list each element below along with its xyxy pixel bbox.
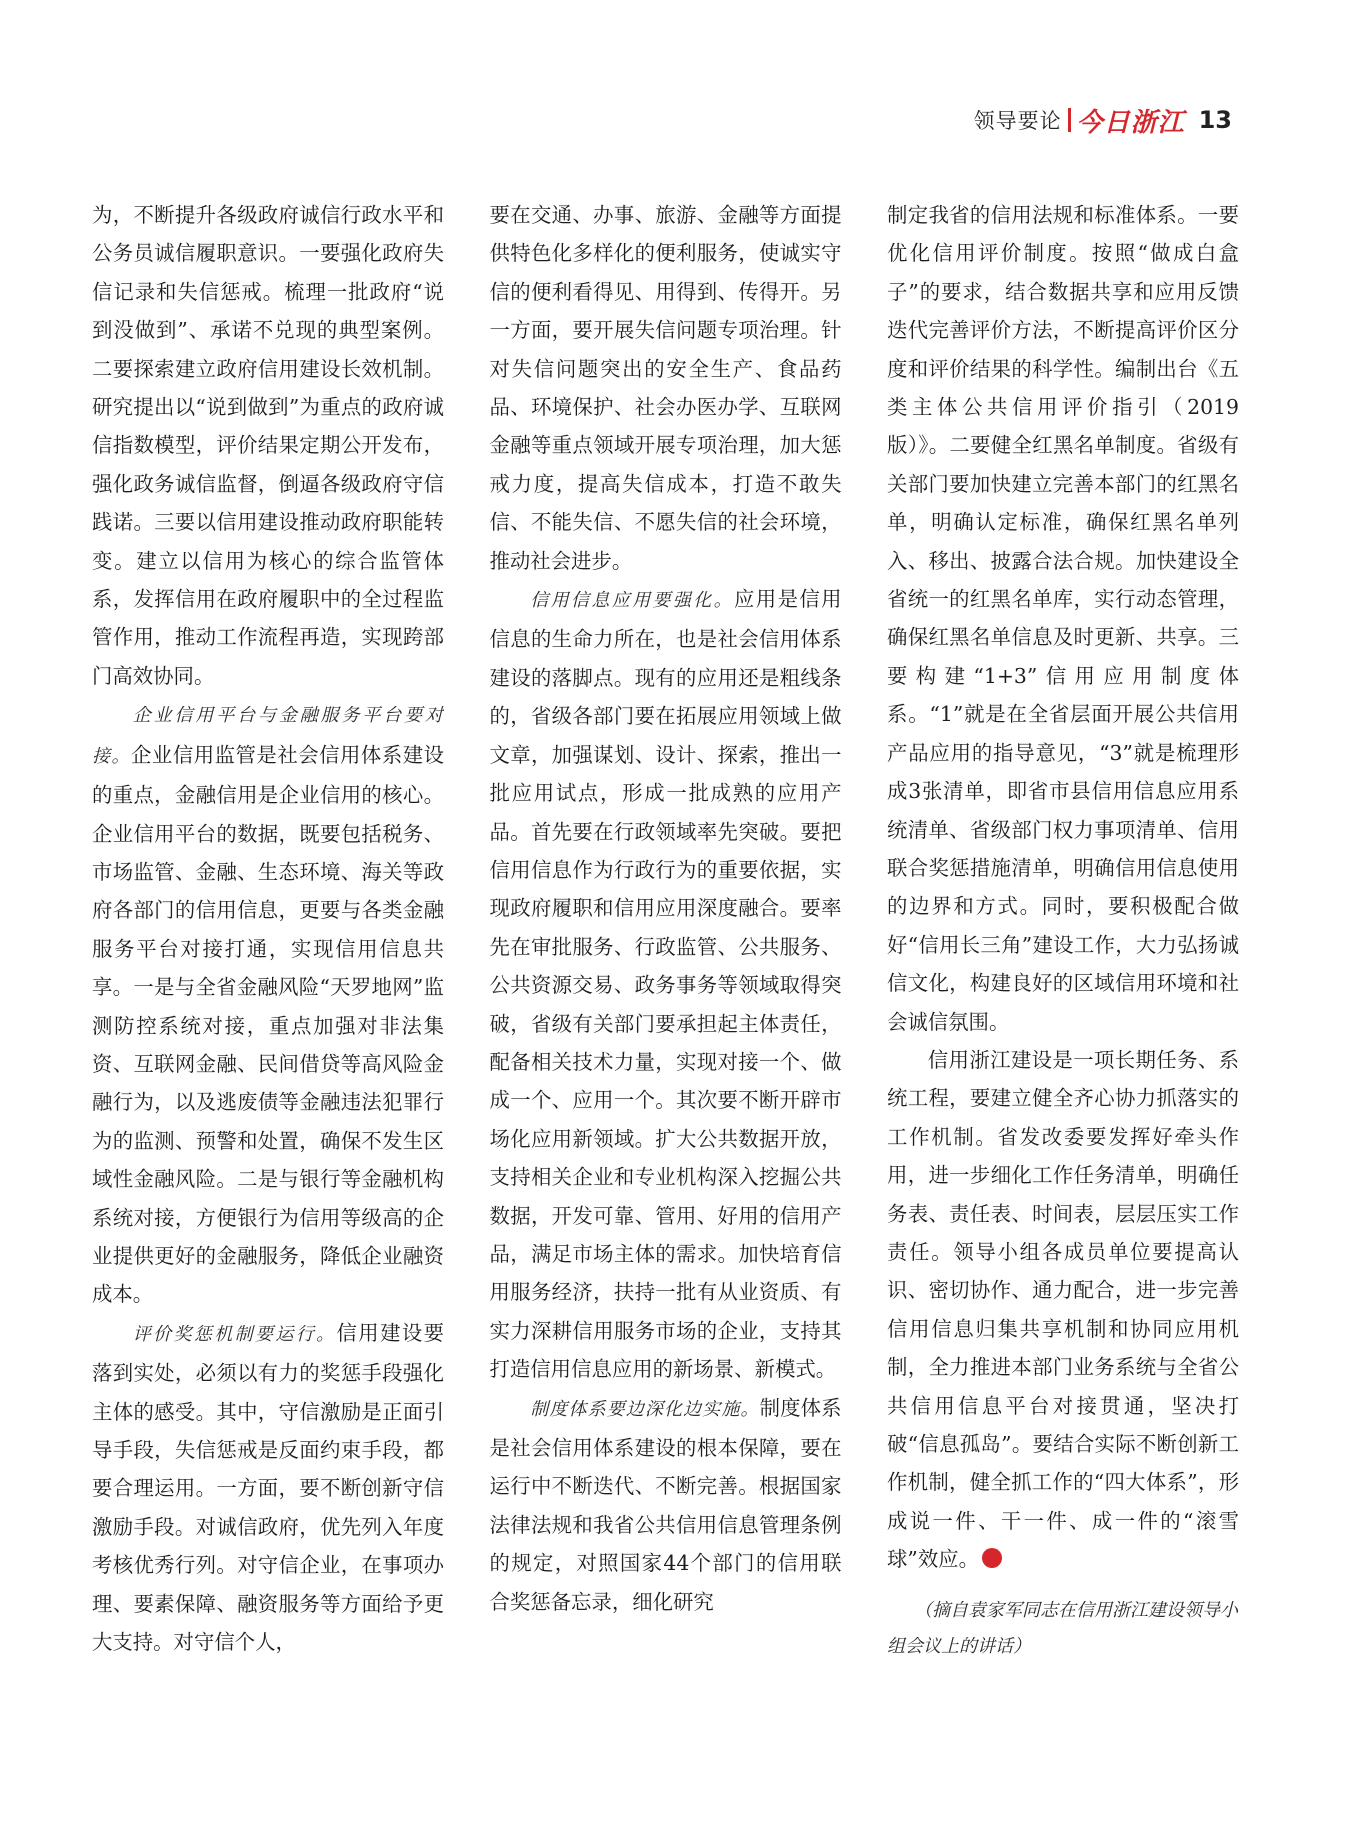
end-mark-icon	[982, 1548, 1002, 1568]
column-1	[92, 196, 444, 1656]
paragraph	[490, 1389, 842, 1621]
page-number: 13	[1198, 106, 1232, 134]
page-header	[974, 100, 1232, 140]
magazine-logo: 今日浙江	[1076, 107, 1185, 138]
column-3	[887, 196, 1239, 1656]
paragraph-text: 制度体系是社会信用体系建设的根本保障，要在运行中不断迭代、不断完善。根据国家法律法规和我省公共信用信息管理条例的规定，对照国家44个部门的信用联合奖惩备忘录，细化研究	[489, 1395, 842, 1614]
paragraph-text: 信用建设要落到实处，必须以有力的奖惩手段强化主体的感受。其中，守信激励是正面引导手段，失信惩戒是反面约束手段，都要合理运用。一方面，要不断创新守信激励手段。对诚信政府，优先列入年度考核优秀行列。对守信企业，在事项办理、要素保障、融资服务等方面给予更大支持。对守信个人，	[92, 1320, 444, 1655]
paragraph: 要在交通、办事、旅游、金融等方面提供特色化多样化的便利服务，使诚实守信的便利看得见、用得到、传得开。另一方面，要开展失信问题专项治理。针对失信问题突出的安全生产、食品药品、环境保护、社会办医办学、互联网金融等重点领域开展专项治理，加大惩戒力度，提高失信成本，打造不敢失信、不能失信、不愿失信的社会环境，推动社会进步。	[489, 203, 842, 573]
paragraph: 制定我省的信用法规和标准体系。一要优化信用评价制度。按照“做成白盒子”的要求，结合数据共享和应用反馈迭代完善评价方法，不断提高评价区分度和评价结果的科学性。编制出台《五类主体公共信用评价指引（2019版）》。二要健全红黑名单制度。省级有关部门要加快建立完善本部门的红黑名单，明确认定标准，确保红黑名单列入、移出、披露合法合规。加快建设全省统一的红黑名单库，实行动态管理，确保红黑名单信息及时更新、共享。三要构建“1+3”信用应用制度体系。“1”就是在全省层面开展公共信用产品应用的指导意见，“3”就是梳理形成3张清单，即省市县信用信息应用系统清单、省级部门权力事项清单、信用联合奖惩措施清单，明确信用信息使用的边界和方式。同时，要积极配合做好“信用长三角”建设工作，大力弘扬诚信文化，构建良好的区域信用环境和社会诚信氛围。	[887, 203, 1239, 1034]
subheading: 信用信息应用要强化。	[530, 590, 735, 612]
paragraph	[887, 1041, 1239, 1579]
header-divider	[1068, 108, 1071, 132]
paragraph	[92, 1314, 444, 1656]
paragraph	[92, 695, 444, 1314]
article-body	[92, 196, 1239, 1656]
subheading: 评价奖惩机制要运行。	[132, 1323, 337, 1345]
paragraph-text: 应用是信用信息的生命力所在，也是社会信用体系建设的落脚点。现有的应用还是粗线条的，省级各部门要在拓展应用领域上做文章，加强谋划、设计、探索，推出一批应用试点，形成一批成熟的应用产品。首先要在行政领域率先突破。要把信用信息作为行政行为的重要依据，实现政府履职和信用应用深度融合。要率先在审批服务、行政监管、公共服务、公共资源交易、政务事务等领域取得突破，省级有关部门要承担起主体责任，配备相关技术力量，实现对接一个、做成一个、应用一个。其次要不断开辟市场化应用新领域。扩大公共数据开放，支持相关企业和专业机构深入挖掘公共数据，开发可靠、管用、好用的信用产品，满足市场主体的需求。加快培育信用服务经济，扶持一批有从业资质、有实力深耕信用服务市场的企业，支持其打造信用信息应用的新场景、新模式。	[489, 587, 842, 1382]
subheading: 企业信用平台与金融服务平台要对接。	[92, 705, 444, 767]
source-note: （摘自袁家军同志在信用浙江建设领导小组会议上的讲话）	[887, 1599, 1238, 1656]
paragraph-text: 信用浙江建设是一项长期任务、系统工程，要建立健全齐心协力抓落实的工作机制。省发改委要发挥好牵头作用，进一步细化工作任务清单，明确任务表、责任表、时间表，层层压实工作责任。领导小组各成员单位要提高认识、密切协作、通力配合，进一步完善信用信息归集共享机制和协同应用机制，全力推进本部门业务系统与全省公共信用信息平台对接贯通，坚决打破“信息孤岛”。要结合实际不断创新工作机制，健全抓工作的“四大体系”，形成说一件、干一件、成一件的“滚雪球”效应。	[887, 1047, 1239, 1572]
column-2	[490, 196, 842, 1656]
subheading: 制度体系要边深化边实施。	[530, 1398, 760, 1420]
paragraph-text: 企业信用监管是社会信用体系建设的重点，金融信用是企业信用的核心。企业信用平台的数据，既要包括税务、市场监管、金融、生态环境、海关等政府各部门的信用信息，更要与各类金融服务平台对接打通，实现信用信息共享。一是与全省金融风险“天罗地网”监测防控系统对接，重点加强对非法集资、互联网金融、民间借贷等高风险金融行为，以及逃废债等金融违法犯罪行为的监测、预警和处置，确保不发生区域性金融风险。二是与银行等金融机构系统对接，方便银行为信用等级高的企业提供更好的金融服务，降低企业融资成本。	[92, 742, 444, 1307]
paragraph	[490, 580, 842, 1389]
section-title: 领导要论	[973, 109, 1062, 133]
paragraph: 为，不断提升各级政府诚信行政水平和公务员诚信履职意识。一要强化政府失信记录和失信惩戒。梳理一批政府“说到没做到”、承诺不兑现的典型案例。二要探索建立政府信用建设长效机制。研究提出以“说到做到”为重点的政府诚信指数模型，评价结果定期公开发布，强化政务诚信监督，倒逼各级政府守信践诺。三要以信用建设推动政府职能转变。建立以信用为核心的综合监管体系，发挥信用在政府履职中的全过程监管作用，推动工作流程再造，实现跨部门高效协同。	[92, 203, 444, 688]
